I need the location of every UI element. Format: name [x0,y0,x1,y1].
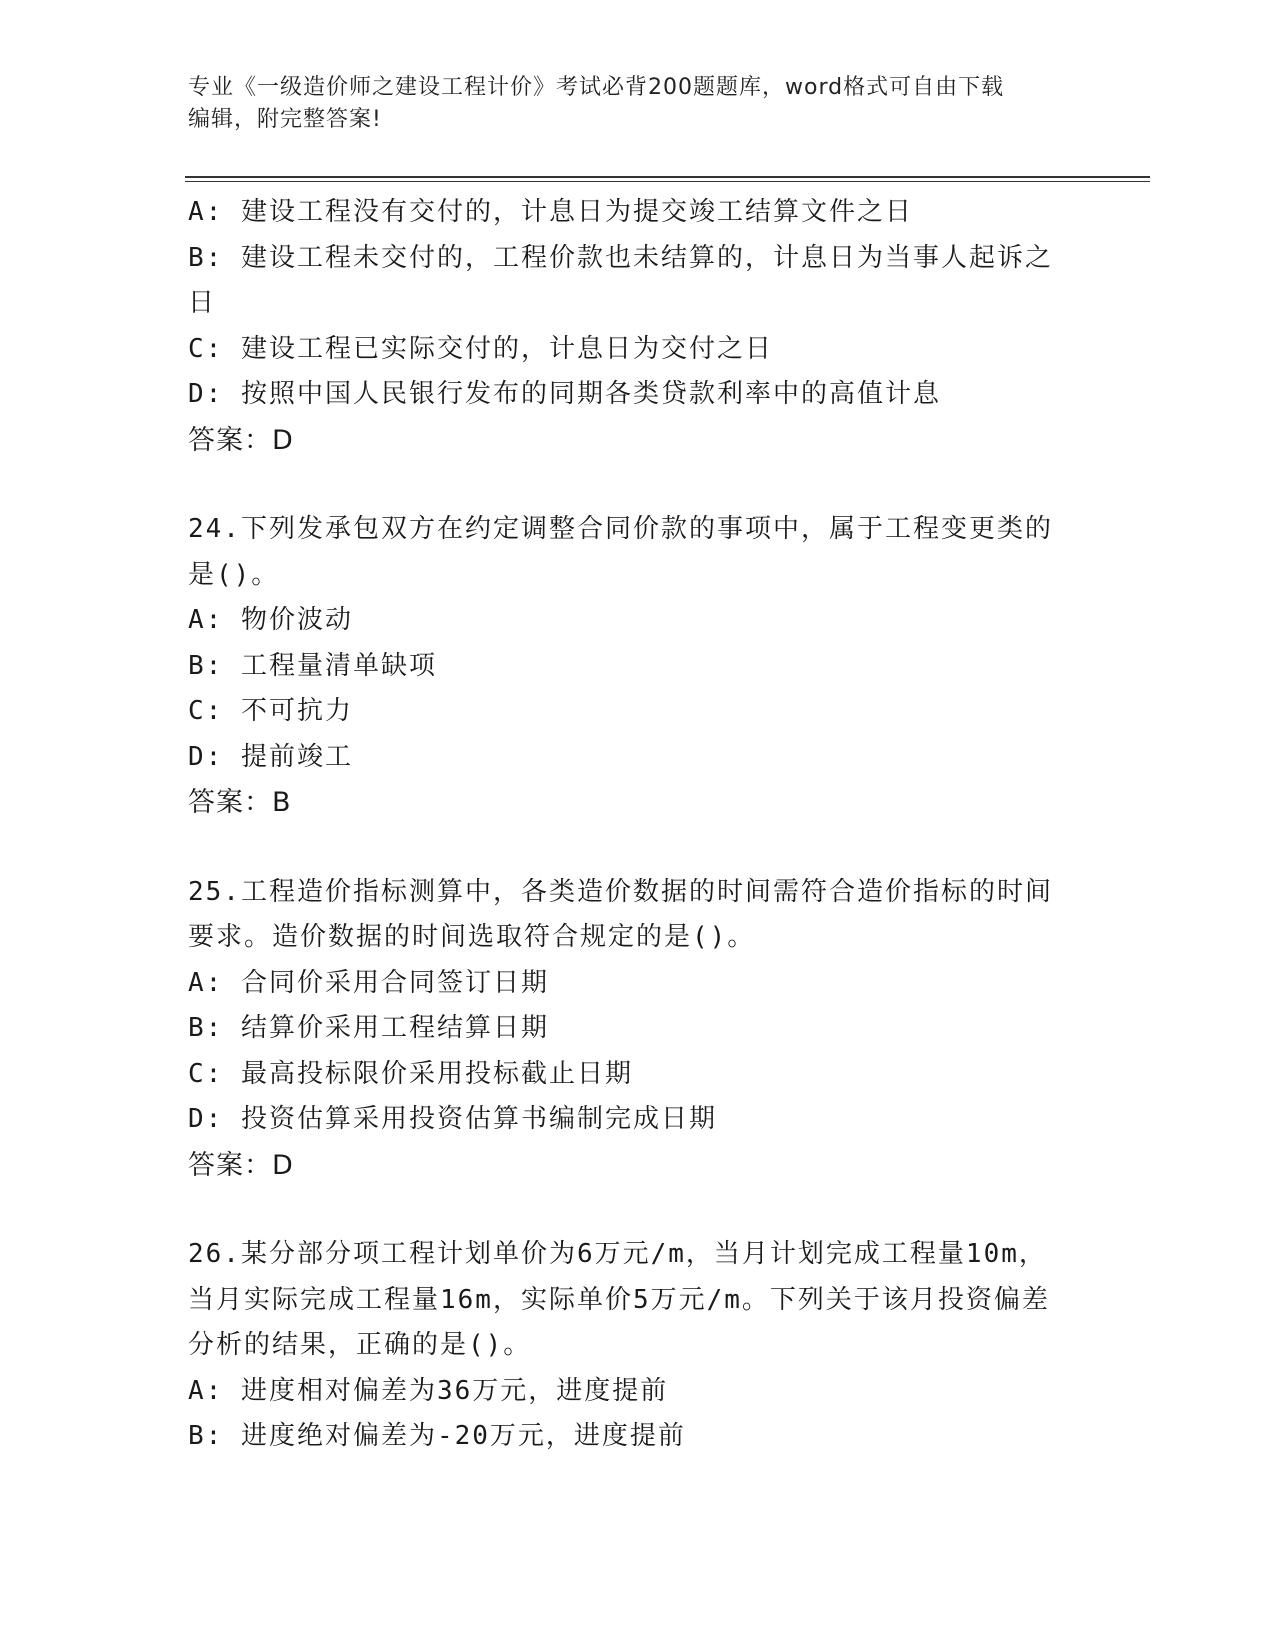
question-text: 25.工程造价指标测算中，各类造价数据的时间需符合造价指标的时间 [188,876,1053,907]
question-26-block [188,1232,1088,1460]
header-divider [185,176,1150,178]
question-text-continued: 是()。 [188,559,280,590]
option-b: B: 工程量清单缺项 [188,650,437,681]
question-text: 26.某分部分项工程计划单价为6万元/m，当月计划完成工程量10m， [188,1239,1047,1269]
option-a: A: 合同价采用合同签订日期 [188,967,549,998]
spacer [188,1188,1088,1232]
option-d: D: 按照中国人民银行发布的同期各类贷款利率中的高值计息 [188,379,941,409]
option-a: A: 进度相对偏差为36万元，进度提前 [188,1375,669,1406]
question-23-block [188,190,1088,463]
question-text-continued: 要求。造价数据的时间选取符合规定的是()。 [188,922,756,952]
header-line-1: 专业《一级造价师之建设工程计价》考试必背200题题库，word格式可自由下载 [188,75,1005,100]
option-b: B: 结算价采用工程结算日期 [188,1013,549,1043]
answer: 答案：D [188,424,294,456]
option-d: D: 提前竣工 [188,741,353,772]
option-c: C: 最高投标限价采用投标截止日期 [188,1058,633,1089]
option-c: C: 不可抗力 [188,696,353,726]
option-b: B: 建设工程未交付的，工程价款也未结算的，计息日为当事人起诉之 [188,242,1053,273]
question-25-block [188,870,1088,1189]
document-header [188,72,1068,136]
question-text-continued: 分析的结果，正确的是()。 [188,1330,532,1360]
header-divider-thin [185,181,1150,182]
question-content [188,190,1088,1460]
question-text-continued: 当月实际完成工程量16m，实际单价5万元/m。下列关于该月投资偏差 [188,1284,1050,1315]
question-text: 24.下列发承包双方在约定调整合同价款的事项中，属于工程变更类的 [188,514,1053,544]
option-a: A: 建设工程没有交付的，计息日为提交竣工结算文件之日 [188,197,913,227]
option-a: A: 物价波动 [188,605,353,635]
question-24-block [188,507,1088,826]
option-c: C: 建设工程已实际交付的，计息日为交付之日 [188,333,773,364]
option-b-continued: 日 [188,288,217,318]
spacer [188,463,1088,507]
answer: 答案：D [188,1149,294,1181]
header-line-2: 编辑，附完整答案! [188,107,382,132]
option-b: B: 进度绝对偏差为-20万元，进度提前 [188,1421,686,1451]
option-d: D: 投资估算采用投资估算书编制完成日期 [188,1104,717,1134]
spacer [188,826,1088,870]
answer: 答案：B [188,787,292,818]
